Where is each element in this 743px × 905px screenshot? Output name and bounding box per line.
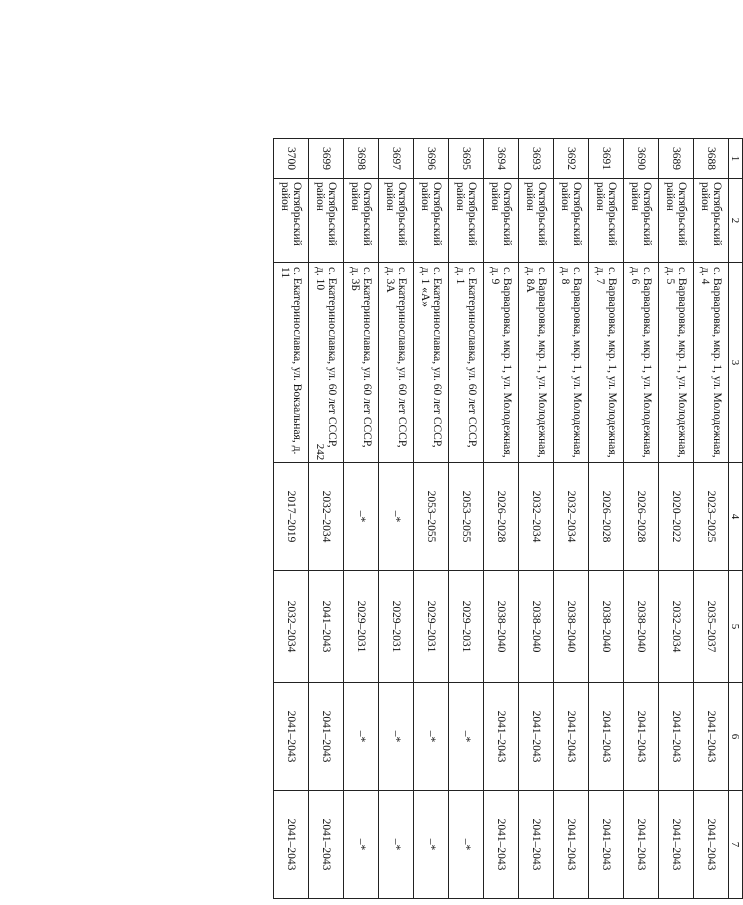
period-cell: –* <box>344 683 379 791</box>
table-row <box>274 139 309 899</box>
table-row <box>624 139 659 899</box>
period-cell: 2041–2043 <box>554 791 589 899</box>
period-cell: 2032–2034 <box>274 571 309 683</box>
table-row <box>379 139 414 899</box>
period-cell: 2041–2043 <box>624 791 659 899</box>
table-row <box>309 139 344 899</box>
table-row <box>554 139 589 899</box>
row-number-cell: 3690 <box>624 139 659 179</box>
period-cell: 2026–2028 <box>484 463 519 571</box>
table-row <box>414 139 449 899</box>
row-number-cell: 3699 <box>309 139 344 179</box>
table-container <box>273 138 743 898</box>
address-cell: с. Варваровка, мкр. 1, ул. Молодежная, д. 5 <box>659 263 694 463</box>
period-cell: 2053–2055 <box>414 463 449 571</box>
period-cell: 2041–2043 <box>589 791 624 899</box>
period-cell: –* <box>414 791 449 899</box>
district-cell: Октябрьский район <box>519 179 554 263</box>
row-number-cell: 3697 <box>379 139 414 179</box>
period-cell: 2041–2043 <box>309 571 344 683</box>
district-cell: Октябрьский район <box>309 179 344 263</box>
data-table <box>273 138 743 899</box>
period-cell: 2053–2055 <box>449 463 484 571</box>
address-cell: с. Екатеринославка, ул. Вокзальная, д. 11 <box>274 263 309 463</box>
row-number-cell: 3689 <box>659 139 694 179</box>
period-cell: 2038–2040 <box>589 571 624 683</box>
row-number-cell: 3696 <box>414 139 449 179</box>
column-header: 5 <box>729 571 743 683</box>
table-row <box>449 139 484 899</box>
period-cell: 2041–2043 <box>659 791 694 899</box>
period-cell: 2029–2031 <box>379 571 414 683</box>
row-number-cell: 3694 <box>484 139 519 179</box>
period-cell: 2041–2043 <box>519 791 554 899</box>
period-cell: 2041–2043 <box>659 683 694 791</box>
period-cell: 2038–2040 <box>554 571 589 683</box>
column-header: 6 <box>729 683 743 791</box>
district-cell: Октябрьский район <box>589 179 624 263</box>
period-cell: 2041–2043 <box>274 683 309 791</box>
address-cell: с. Екатеринославка, ул. 60 лет СССР, д. 3Б <box>344 263 379 463</box>
period-cell: 2038–2040 <box>484 571 519 683</box>
address-cell: с. Екатеринославка, ул. 60 лет СССР, д. 3А <box>379 263 414 463</box>
page-number: 242 <box>314 443 326 461</box>
period-cell: 2026–2028 <box>624 463 659 571</box>
period-cell: 2029–2031 <box>344 571 379 683</box>
address-cell: с. Варваровка, мкр. 1, ул. Молодежная, д. 9 <box>484 263 519 463</box>
period-cell: 2041–2043 <box>484 791 519 899</box>
row-number-cell: 3700 <box>274 139 309 179</box>
period-cell: 2032–2034 <box>554 463 589 571</box>
period-cell: 2020–2022 <box>659 463 694 571</box>
district-cell: Октябрьский район <box>624 179 659 263</box>
period-cell: –* <box>414 683 449 791</box>
address-cell: с. Екатеринославка, ул. 60 лет СССР, д. 1 «А» <box>414 263 449 463</box>
address-cell: с. Екатеринославка, ул. 60 лет СССР, д. 10 <box>309 263 344 463</box>
period-cell: 2026–2028 <box>589 463 624 571</box>
district-cell: Октябрьский район <box>554 179 589 263</box>
period-cell: –* <box>379 463 414 571</box>
period-cell: 2041–2043 <box>694 791 729 899</box>
table-row <box>344 139 379 899</box>
district-cell: Октябрьский район <box>449 179 484 263</box>
period-cell: 2041–2043 <box>309 791 344 899</box>
period-cell: 2029–2031 <box>414 571 449 683</box>
table-row <box>589 139 624 899</box>
district-cell: Октябрьский район <box>484 179 519 263</box>
period-cell: 2038–2040 <box>519 571 554 683</box>
period-cell: 2041–2043 <box>589 683 624 791</box>
header-row <box>729 139 743 899</box>
table-row <box>694 139 729 899</box>
period-cell: 2017–2019 <box>274 463 309 571</box>
address-cell: с. Варваровка, мкр. 1, ул. Молодежная, д. 8А <box>519 263 554 463</box>
period-cell: 2038–2040 <box>624 571 659 683</box>
period-cell: 2032–2034 <box>659 571 694 683</box>
district-cell: Октябрьский район <box>659 179 694 263</box>
period-cell: –* <box>449 791 484 899</box>
period-cell: 2041–2043 <box>624 683 659 791</box>
period-cell: 2035–2037 <box>694 571 729 683</box>
column-header: 4 <box>729 463 743 571</box>
period-cell: –* <box>379 683 414 791</box>
row-number-cell: 3698 <box>344 139 379 179</box>
row-number-cell: 3693 <box>519 139 554 179</box>
district-cell: Октябрьский район <box>694 179 729 263</box>
district-cell: Октябрьский район <box>274 179 309 263</box>
address-cell: с. Варваровка, мкр. 1, ул. Молодежная, д. 7 <box>589 263 624 463</box>
period-cell: –* <box>449 683 484 791</box>
address-cell: с. Варваровка, мкр. 1, ул. Молодежная, д. 6 <box>624 263 659 463</box>
period-cell: 2029–2031 <box>449 571 484 683</box>
row-number-cell: 3688 <box>694 139 729 179</box>
column-header: 7 <box>729 791 743 899</box>
row-number-cell: 3692 <box>554 139 589 179</box>
period-cell: 2041–2043 <box>519 683 554 791</box>
table-row <box>484 139 519 899</box>
period-cell: 2041–2043 <box>484 683 519 791</box>
district-cell: Октябрьский район <box>379 179 414 263</box>
table-body <box>274 139 729 899</box>
period-cell: –* <box>344 791 379 899</box>
period-cell: –* <box>344 463 379 571</box>
column-header: 1 <box>729 139 743 179</box>
table-row <box>519 139 554 899</box>
period-cell: 2041–2043 <box>309 683 344 791</box>
period-cell: 2041–2043 <box>554 683 589 791</box>
period-cell: 2041–2043 <box>694 683 729 791</box>
column-header: 2 <box>729 179 743 263</box>
period-cell: 2041–2043 <box>274 791 309 899</box>
row-number-cell: 3691 <box>589 139 624 179</box>
period-cell: 2032–2034 <box>309 463 344 571</box>
address-cell: с. Екатеринославка, ул. 60 лет СССР, д. 1 <box>449 263 484 463</box>
column-header: 3 <box>729 263 743 463</box>
district-cell: Октябрьский район <box>344 179 379 263</box>
period-cell: 2023–2025 <box>694 463 729 571</box>
address-cell: с. Варваровка, мкр. 1, ул. Молодежная, д. 4 <box>694 263 729 463</box>
period-cell: 2032–2034 <box>519 463 554 571</box>
address-cell: с. Варваровка, мкр. 1, ул. Молодежная, д. 8 <box>554 263 589 463</box>
table-row <box>659 139 694 899</box>
period-cell: –* <box>379 791 414 899</box>
row-number-cell: 3695 <box>449 139 484 179</box>
district-cell: Октябрьский район <box>414 179 449 263</box>
